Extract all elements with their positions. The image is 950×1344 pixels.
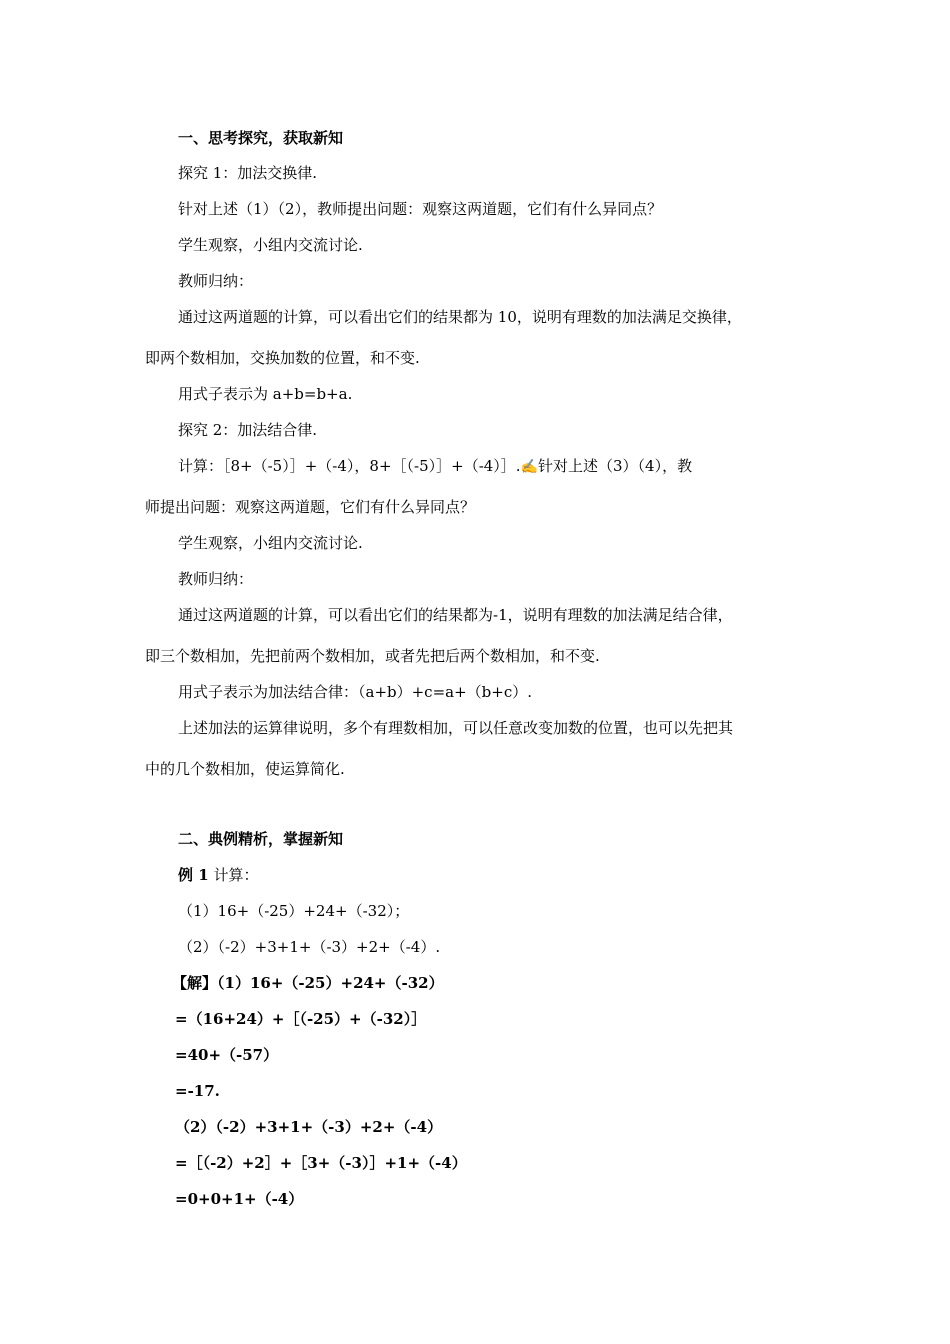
- example-text: 计算：: [208, 866, 259, 884]
- section-heading-1: 一、思考探究，获取新知: [178, 129, 344, 147]
- section-heading-2: 二、典例精析，掌握新知: [178, 830, 344, 848]
- paragraph-line: 通过这两道题的计算，可以看出它们的结果都为 10，说明有理数的加法满足交换律，: [178, 308, 742, 326]
- paragraph-line: [178, 456, 692, 477]
- solution-line: =40+（-57）: [175, 1046, 279, 1064]
- paragraph-line: 上述加法的运算律说明，多个有理数相加，可以任意改变加数的位置，也可以先把其: [178, 719, 734, 737]
- solution-line: =-17.: [175, 1082, 220, 1100]
- solution-line: =［（-2）+2］+［3+（-3）］+1+（-4）: [175, 1154, 467, 1172]
- paragraph-line: 即三个数相加，先把前两个数相加，或者先把后两个数相加，和不变.: [145, 647, 600, 665]
- paragraph-line: 即两个数相加，交换加数的位置，和不变.: [145, 349, 420, 367]
- solution-line: （2）（-2）+3+1+（-3）+2+（-4）: [175, 1118, 443, 1136]
- example-title: [178, 865, 258, 885]
- solution-line: =（16+24）+［（-25）+（-32）］: [175, 1010, 427, 1028]
- solution-text: （1）16+（-25）+24+（-32）: [217, 974, 444, 992]
- solution-line: =0+0+1+（-4）: [175, 1190, 304, 1208]
- paragraph-line: 用式子表示为加法结合律：（a+b）+c=a+（b+c）.: [178, 683, 533, 701]
- paragraph-line: 针对上述（1）（2），教师提出问题：观察这两道题，它们有什么异同点？: [178, 200, 663, 218]
- paragraph-line: 通过这两道题的计算，可以看出它们的结果都为-1，说明有理数的加法满足结合律，: [178, 606, 733, 624]
- paragraph-line: 学生观察，小组内交流讨论.: [178, 534, 363, 552]
- paragraph-line: 探究 1：加法交换律.: [178, 164, 318, 182]
- paragraph-line: 用式子表示为 a+b=b+a.: [178, 385, 353, 403]
- paragraph-line: 教师归纳：: [178, 272, 254, 290]
- pen-mark-icon: ✍: [520, 459, 539, 475]
- paragraph-text: 针对上述（3）（4），教: [538, 457, 693, 475]
- question-line: （2）（-2）+3+1+（-3）+2+（-4）.: [178, 938, 441, 956]
- paragraph-text: 计算：［8+（-5）］+（-4），8+［（-5）］+（-4）］.: [178, 457, 521, 475]
- example-label: 例 1: [178, 866, 209, 884]
- solution-line: [172, 973, 444, 993]
- question-line: （1）16+（-25）+24+（-32）；: [178, 902, 410, 920]
- solution-label: 【解】: [172, 974, 218, 992]
- paragraph-line: 中的几个数相加，使运算简化.: [145, 760, 345, 778]
- paragraph-line: 教师归纳：: [178, 570, 254, 588]
- paragraph-line: 学生观察，小组内交流讨论.: [178, 236, 363, 254]
- paragraph-line: 探究 2：加法结合律.: [178, 421, 318, 439]
- paragraph-line: 师提出问题：观察这两道题，它们有什么异同点？: [145, 498, 476, 516]
